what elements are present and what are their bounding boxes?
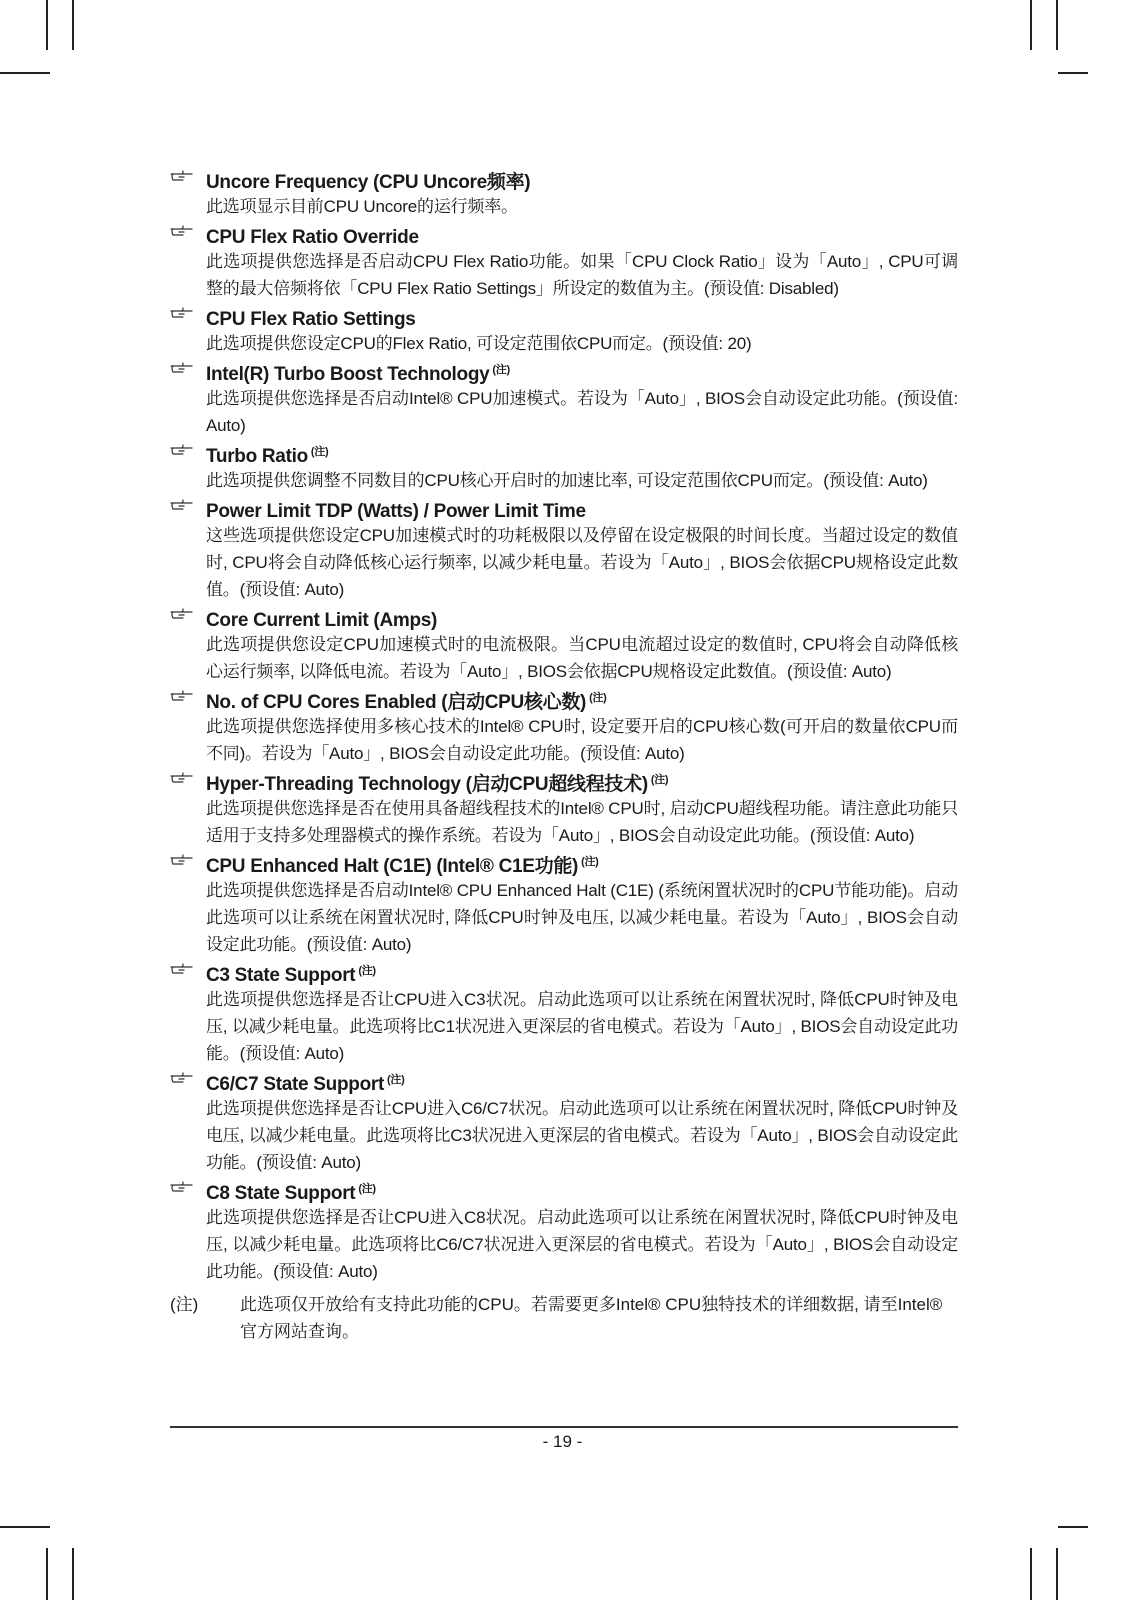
option-title [206, 165, 958, 193]
pointing-hand-icon [170, 1179, 194, 1195]
footnote-text: 此选项仅开放给有支持此功能的CPU。若需要更多Intel® CPU独特技术的详细数据, 请至Intel®官方网站查询。 [240, 1295, 943, 1341]
footnote-marker: (注) [358, 1183, 376, 1195]
crop-mark-br-v2 [1056, 1548, 1058, 1600]
pointing-hand-icon [170, 688, 194, 704]
footnote [170, 1291, 958, 1345]
crop-mark-br-v1 [1030, 1548, 1032, 1600]
option-title-text: Core Current Limit (Amps) [206, 610, 438, 631]
footnote-label: (注) [170, 1295, 199, 1314]
option-description: 此选项提供您选择是否启动CPU Flex Ratio功能。如果「CPU Clock Ratio」设为「Auto」, CPU可调整的最大倍频将依「CPU Flex Ratio Settings」所设定的数值为主。(预设值: Disabled) [206, 252, 958, 298]
option-title-text: Uncore Frequency (CPU Uncore频率) [206, 172, 531, 193]
option-title-text: Intel(R) Turbo Boost Technology [206, 364, 490, 385]
footer-rule [170, 1426, 958, 1428]
option-title [206, 1067, 958, 1095]
crop-mark-tr-v2 [1056, 0, 1058, 50]
crop-mark-bl-v1 [46, 1548, 48, 1600]
option-item [170, 439, 958, 494]
option-description: 这些选项提供您设定CPU加速模式时的功耗极限以及停留在设定极限的时间长度。当超过设定的数值时, CPU将会自动降低核心运行频率, 以减少耗电量。若设为「Auto」, BIOS会依据CPU规格设定此数值。(预设值: Auto) [206, 526, 958, 599]
option-title [206, 302, 958, 330]
footnote-marker: (注) [589, 692, 607, 704]
option-title-text: CPU Flex Ratio Settings [206, 309, 416, 330]
option-title-text: C3 State Support [206, 965, 356, 986]
option-title-text: Turbo Ratio [206, 446, 308, 467]
pointing-hand-icon [170, 442, 194, 458]
pointing-hand-icon [170, 168, 194, 184]
crop-mark-tr-h [1058, 72, 1088, 74]
pointing-hand-icon [170, 223, 194, 239]
option-item [170, 1067, 958, 1176]
option-item [170, 1176, 958, 1285]
option-item [170, 357, 958, 439]
footnote-marker: (注) [581, 856, 599, 868]
pointing-hand-icon [170, 1070, 194, 1086]
crop-mark-tl-h [0, 72, 50, 74]
crop-mark-bl-v2 [72, 1548, 74, 1600]
pointing-hand-icon [170, 770, 194, 786]
option-title [206, 958, 958, 986]
option-item [170, 165, 958, 220]
option-title [206, 603, 958, 631]
crop-mark-tl-v2 [72, 0, 74, 50]
option-item [170, 767, 958, 849]
footnote-marker: (注) [387, 1074, 405, 1086]
crop-mark-bl-h [0, 1526, 50, 1528]
option-title-text: CPU Enhanced Halt (C1E) (Intel® C1E功能) [206, 856, 579, 877]
option-description: 此选项提供您选择使用多核心技术的Intel® CPU时, 设定要开启的CPU核心数(可开启的数量依CPU而不同)。若设为「Auto」, BIOS会自动设定此功能。(预设值: Auto) [206, 717, 958, 763]
option-title-text: C8 State Support [206, 1183, 356, 1204]
option-title [206, 439, 958, 467]
crop-mark-tl-v1 [46, 0, 48, 50]
option-item [170, 603, 958, 685]
option-title [206, 767, 958, 795]
pointing-hand-icon [170, 961, 194, 977]
option-title [206, 220, 958, 248]
footnote-marker: (注) [650, 774, 669, 786]
bios-option-list [170, 165, 958, 1345]
option-description: 此选项提供您选择是否让CPU进入C8状况。启动此选项可以让系统在闲置状况时, 降低CPU时钟及电压, 以减少耗电量。此选项将比C6/C7状况进入更深层的省电模式。若设为「Auto」, BIOS会自动设定此功能。(预设值: Auto) [206, 1208, 958, 1281]
option-title [206, 1176, 958, 1204]
option-title [206, 357, 958, 385]
pointing-hand-icon [170, 360, 194, 376]
option-title-text: C6/C7 State Support [206, 1074, 384, 1095]
pointing-hand-icon [170, 606, 194, 622]
pointing-hand-icon [170, 497, 194, 513]
option-description: 此选项提供您选择是否启动Intel® CPU Enhanced Halt (C1E) (系统闲置状况时的CPU节能功能)。启动此选项可以让系统在闲置状况时, 降低CPU时钟及电压, 以减少耗电量。若设为「Auto」, BIOS会自动设定此功能。(预设值: Auto) [206, 881, 958, 954]
option-description: 此选项提供您调整不同数目的CPU核心开启时的加速比率, 可设定范围依CPU而定。(预设值: Auto) [206, 471, 928, 490]
option-description: 此选项提供您选择是否让CPU进入C6/C7状况。启动此选项可以让系统在闲置状况时, 降低CPU时钟及电压, 以减少耗电量。此选项将比C3状况进入更深层的省电模式。若设为「Auto」, BIOS会自动设定此功能。(预设值: Auto) [206, 1099, 958, 1172]
footnote-marker: (注) [358, 965, 376, 977]
page-number: - 19 - [542, 1432, 583, 1451]
option-description: 此选项提供您选择是否启动Intel® CPU加速模式。若设为「Auto」, BIOS会自动设定此功能。(预设值: Auto) [206, 389, 958, 435]
option-item [170, 685, 958, 767]
option-title [206, 685, 958, 713]
option-title-text: Hyper-Threading Technology (启动CPU超线程技术) [206, 774, 648, 795]
option-description: 此选项提供您设定CPU加速模式时的电流极限。当CPU电流超过设定的数值时, CPU将会自动降低核心运行频率, 以降低电流。若设为「Auto」, BIOS会依据CPU规格设定此数值。(预设值: Auto) [206, 635, 958, 681]
option-item [170, 494, 958, 603]
crop-mark-br-h [1058, 1526, 1088, 1528]
option-item [170, 849, 958, 958]
option-title [206, 494, 958, 522]
option-description: 此选项显示目前CPU Uncore的运行频率。 [206, 197, 518, 216]
option-description: 此选项提供您设定CPU的Flex Ratio, 可设定范围依CPU而定。(预设值: 20) [206, 334, 752, 353]
option-item [170, 958, 958, 1067]
option-title [206, 849, 958, 877]
pointing-hand-icon [170, 305, 194, 321]
option-description: 此选项提供您选择是否在使用具备超线程技术的Intel® CPU时, 启动CPU超线程功能。请注意此功能只适用于支持多处理器模式的操作系统。若设为「Auto」, BIOS会自动设定此功能。(预设值: Auto) [206, 799, 958, 845]
pointing-hand-icon [170, 852, 194, 868]
option-title-text: CPU Flex Ratio Override [206, 227, 419, 248]
option-title-text: No. of CPU Cores Enabled (启动CPU核心数) [206, 692, 587, 713]
option-description: 此选项提供您选择是否让CPU进入C3状况。启动此选项可以让系统在闲置状况时, 降低CPU时钟及电压, 以减少耗电量。此选项将比C1状况进入更深层的省电模式。若设为「Auto」, BIOS会自动设定此功能。(预设值: Auto) [206, 990, 958, 1063]
option-title-text: Power Limit TDP (Watts) / Power Limit Time [206, 501, 586, 522]
footnote-marker: (注) [310, 446, 329, 458]
option-item [170, 220, 958, 302]
option-item [170, 302, 958, 357]
footnote-marker: (注) [492, 364, 510, 376]
crop-mark-tr-v1 [1030, 0, 1032, 50]
